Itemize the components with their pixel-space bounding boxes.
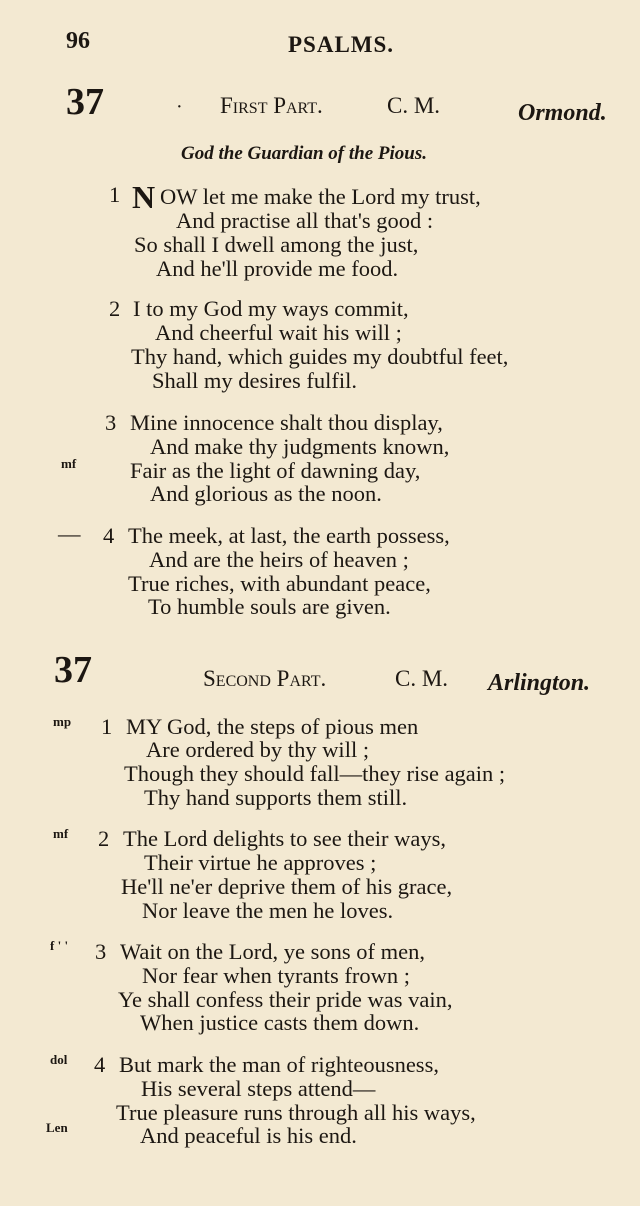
verse-line: Shall my desires fulfil. bbox=[152, 368, 357, 393]
dynamic-marking: — bbox=[58, 521, 81, 546]
bullet-mark: · bbox=[176, 96, 183, 118]
hymn-subtitle: God the Guardian of the Pious. bbox=[181, 143, 427, 164]
verse-line: But mark the man of righteousness, bbox=[119, 1052, 439, 1077]
verse-line: True riches, with abundant peace, bbox=[128, 571, 431, 596]
page-number: 96 bbox=[66, 28, 90, 54]
drop-cap: N bbox=[132, 179, 156, 215]
verse-line: And are the heirs of heaven ; bbox=[149, 547, 409, 572]
verse-line: When justice casts them down. bbox=[140, 1010, 420, 1035]
verse-line: The meek, at last, the earth possess, bbox=[128, 523, 450, 548]
verse-line: And cheerful wait his will ; bbox=[155, 320, 402, 345]
verse-line: And he'll provide me food. bbox=[156, 256, 399, 281]
verse-line: Thy hand, which guides my doubtful feet, bbox=[131, 344, 509, 369]
verse-line: Mine innocence shalt thou display, bbox=[130, 410, 443, 435]
verse-line: He'll ne'er deprive them of his grace, bbox=[121, 874, 453, 899]
verse-line: I to my God my ways commit, bbox=[133, 296, 409, 321]
dynamic-marking: dol bbox=[50, 1052, 68, 1067]
hymn-number: 37 bbox=[54, 649, 92, 691]
verse-line: Though they should fall—they rise again ; bbox=[124, 761, 506, 786]
verse-line: Wait on the Lord, ye sons of men, bbox=[120, 939, 426, 964]
verse-line: Thy hand supports them still. bbox=[144, 785, 408, 810]
verse-line: And make thy judgments known, bbox=[150, 434, 450, 459]
verse-number: 1 bbox=[101, 714, 113, 739]
verse-line: Are ordered by thy will ; bbox=[146, 737, 370, 762]
verse-line: And practise all that's good : bbox=[176, 208, 434, 233]
verse-number: 2 bbox=[98, 826, 110, 851]
tune-name: Ormond. bbox=[518, 100, 607, 126]
verse-line: His several steps attend— bbox=[141, 1076, 376, 1101]
verse-number: 3 bbox=[95, 939, 107, 964]
verse-line: Nor fear when tyrants frown ; bbox=[142, 963, 411, 988]
meter-label: C. M. bbox=[387, 93, 441, 118]
verse-number: 4 bbox=[103, 523, 115, 548]
meter-label: C. M. bbox=[395, 666, 449, 691]
verse-line: And glorious as the noon. bbox=[150, 481, 382, 506]
verse-number: 1 bbox=[109, 182, 121, 207]
dynamic-marking: mp bbox=[53, 714, 72, 729]
hymn-number: 37 bbox=[66, 81, 104, 123]
dynamic-marking: mf bbox=[61, 456, 77, 471]
verse-line: So shall I dwell among the just, bbox=[134, 232, 419, 257]
verse-line: Ye shall confess their pride was vain, bbox=[118, 987, 453, 1012]
verse-line: OW let me make the Lord my trust, bbox=[160, 184, 481, 209]
verse-line: MY God, the steps of pious men bbox=[126, 714, 419, 739]
verse-line: True pleasure runs through all his ways, bbox=[116, 1100, 476, 1125]
verse-number: 4 bbox=[94, 1052, 106, 1077]
tune-name: Arlington. bbox=[488, 670, 591, 696]
verse-line: And peaceful is his end. bbox=[140, 1123, 357, 1148]
part-label: Second Part. bbox=[203, 666, 327, 691]
part-label: First Part. bbox=[220, 93, 323, 118]
verse-line: Their virtue he approves ; bbox=[144, 850, 377, 875]
verse-number: 3 bbox=[105, 410, 117, 435]
dynamic-marking: Len bbox=[46, 1120, 68, 1135]
verse-number: 2 bbox=[109, 296, 121, 321]
dynamic-marking: mf bbox=[53, 826, 69, 841]
dynamic-marking: f ' ' bbox=[50, 938, 69, 953]
verse-line: To humble souls are given. bbox=[148, 594, 391, 619]
verse-line: The Lord delights to see their ways, bbox=[123, 826, 447, 851]
verse-line: Nor leave the men he loves. bbox=[142, 898, 394, 923]
verse-line: Fair as the light of dawning day, bbox=[130, 458, 421, 483]
running-title: PSALMS. bbox=[288, 32, 395, 57]
